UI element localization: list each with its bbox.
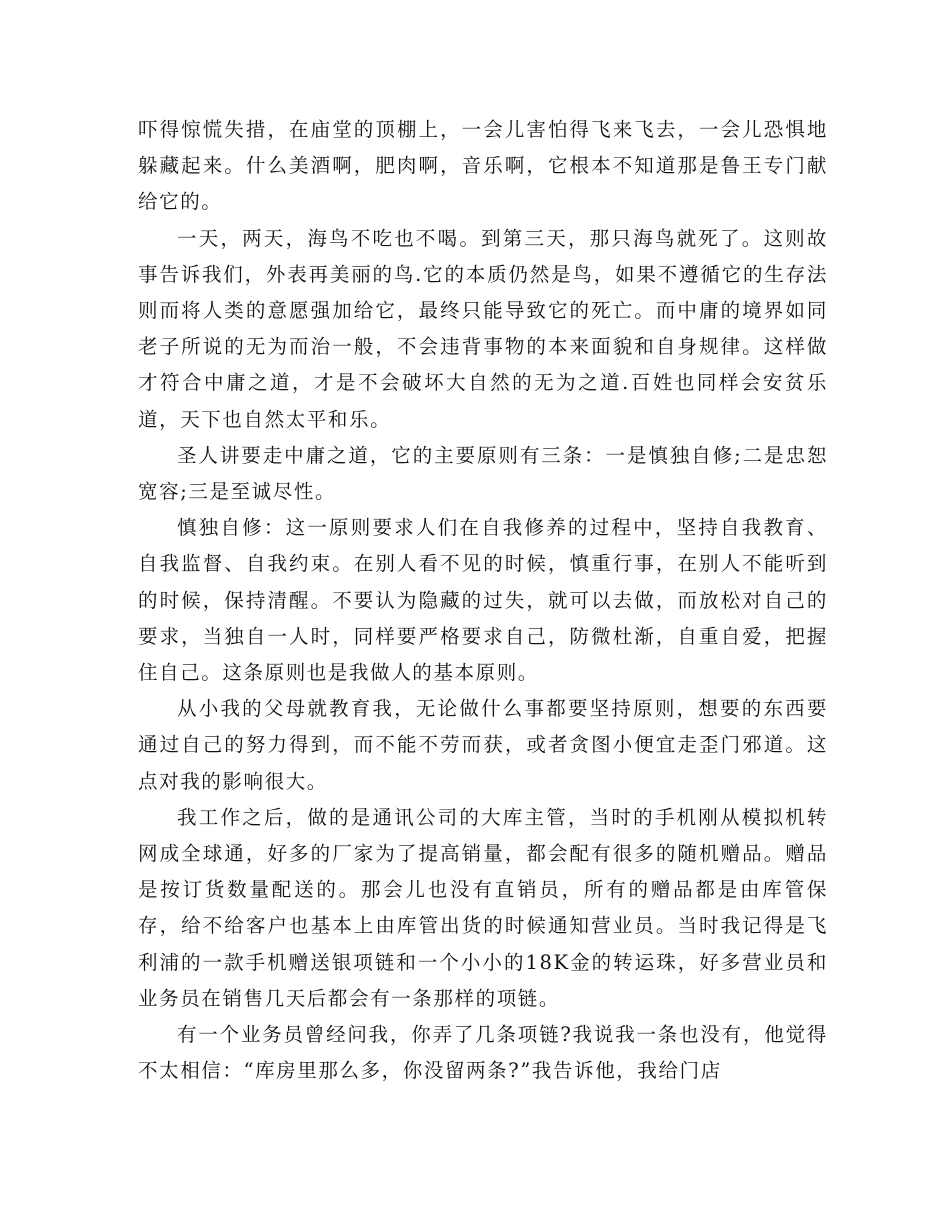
paragraph: 吓得惊慌失措，在庙堂的顶棚上，一会儿害怕得飞来飞去，一会儿恐惧地躲藏起来。什么美酒啊，肥肉啊，音乐啊，它根本不知道那是鲁王专门献给它的。 [138,118,828,214]
paragraph: 我工作之后，做的是通讯公司的大库主管，当时的手机刚从模拟机转网成全球通，好多的厂家为了提高销量，都会配有很多的随机赠品。赠品是按订货数量配送的。那会儿也没有直销员，所有的赠品都是由库管保存，给不给客户也基本上由库管出货的时候通知营业员。当时我记得是飞利浦的一款手机赠送银项链和一个小小的18K金的转运珠，好多营业员和业务员在销售几天后都会有一条那样的项链。 [138,805,828,1010]
paragraph: 慎独自修：这一原则要求人们在自我修养的过程中，坚持自我教育、自我监督、自我约束。在别人看不见的时候，慎重行事，在别人不能听到的时候，保持清醒。不要认为隐藏的过失，就可以去做，而放松对自己的要求，当独自一人时，同样要严格要求自己，防微杜渐，自重自爱，把握住自己。这条原则也是我做人的基本原则。 [138,516,828,685]
paragraph: 从小我的父母就教育我，无论做什么事都要坚持原则，想要的东西要通过自己的努力得到，而不能不劳而获，或者贪图小便宜走歪门邪道。这点对我的影响很大。 [138,697,828,793]
paragraph: 一天，两天，海鸟不吃也不喝。到第三天，那只海鸟就死了。这则故事告诉我们，外表再美丽的鸟.它的本质仍然是鸟，如果不遵循它的生存法则而将人类的意愿强加给它，最终只能导致它的死亡。而中庸的境界如同老子所说的无为而治一般，不会违背事物的本来面貌和自身规律。这样做才符合中庸之道，才是不会破坏大自然的无为之道.百姓也同样会安贫乐道，天下也自然太平和乐。 [138,226,828,431]
document-page [138,112,828,1089]
paragraph: 有一个业务员曾经问我，你弄了几条项链?我说我一条也没有，他觉得不太相信：“库房里那么多，你没留两条?”我告诉他，我给门店 [138,1023,828,1083]
paragraph: 圣人讲要走中庸之道，它的主要原则有三条：一是慎独自修;二是忠恕宽容;三是至诚尽性。 [138,443,828,504]
